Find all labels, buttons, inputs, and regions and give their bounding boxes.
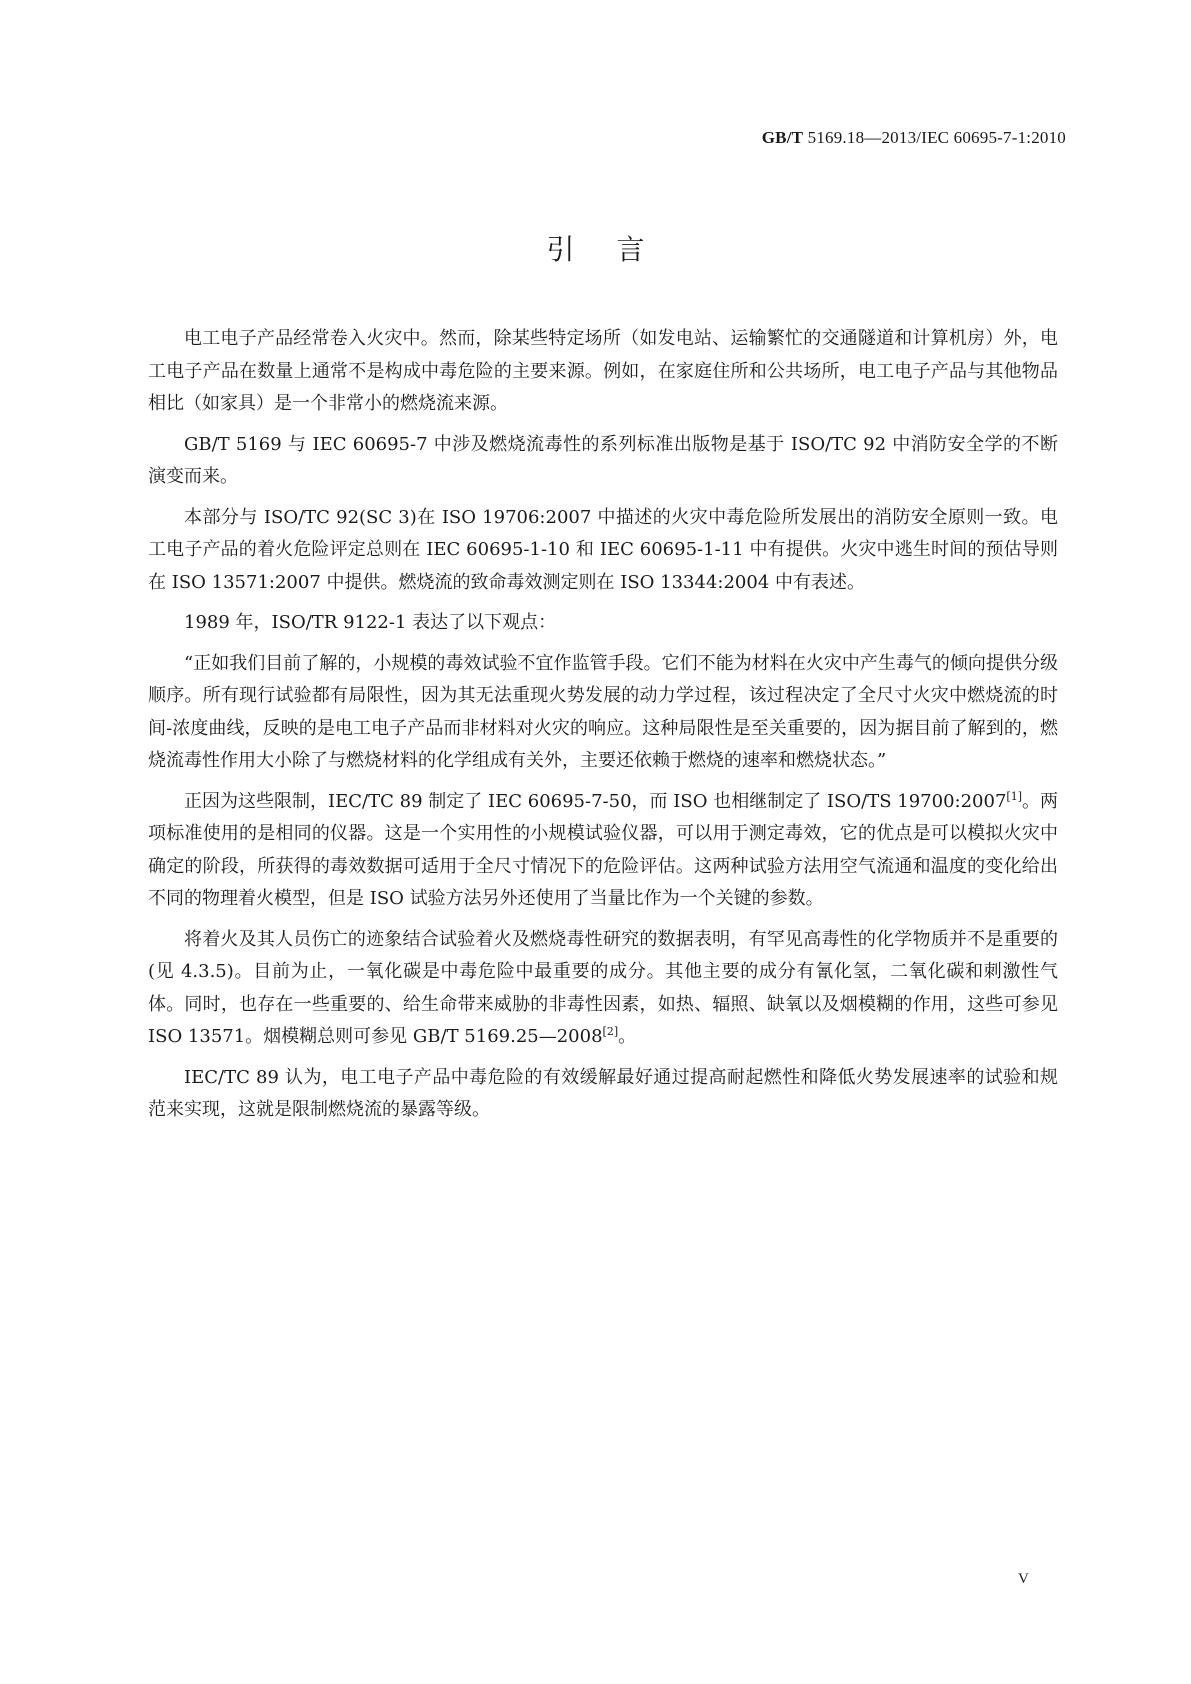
introduction-body bbox=[148, 323, 1058, 1135]
paragraph-8: IEC/TC 89 认为，电工电子产品中毒危险的有效缓解最好通过提高耐起燃性和降低火势发展速率的试验和规范来实现，这就是限制燃烧流的暴露等级。 bbox=[148, 1066, 1058, 1120]
paragraph-5-quote: “正如我们目前了解的，小规模的毒效试验不宜作监管手段。它们不能为材料在火灾中产生毒气的倾向提供分级顺序。所有现行试验都有局限性，因为其无法重现火势发展的动力学过程，该过程决定了全尺寸火灾中燃烧流的时间-浓度曲线，反映的是电工电子产品而非材料对火灾的响应。这种局限性是至关重要的，因为据目前了解到的，燃烧流毒性作用大小除了与燃烧材料的化学组成有关外，主要还依赖于燃烧的速率和燃烧状态。” bbox=[148, 652, 1058, 771]
reference-2-link[interactable]: [2] bbox=[602, 1025, 619, 1038]
standard-code-rest: 5169.18—2013/IEC 60695-7-1:2010 bbox=[803, 128, 1066, 147]
paragraph-6 bbox=[148, 786, 1058, 916]
paragraph-3: 本部分与 ISO/TC 92(SC 3)在 ISO 19706:2007 中描述的火灾中毒危险所发展出的消防安全原则一致。电工电子产品的着火危险评定总则在 IEC 60695-1-10 和 IEC 60695-1-11 中有提供。火灾中逃生时间的预估导则在 ISO 13571:2007 中提供。燃烧流的致命毒效测定则在 ISO 13344:2004 中有表述。 bbox=[148, 506, 1058, 593]
paragraph-2: GB/T 5169 与 IEC 60695-7 中涉及燃烧流毒性的系列标准出版物是基于 ISO/TC 92 中消防安全学的不断演变而来。 bbox=[148, 433, 1058, 487]
paragraph-7-text-b: 。 bbox=[618, 1026, 637, 1047]
paragraph-4: 1989 年，ISO/TR 9122-1 表达了以下观点： bbox=[184, 612, 557, 633]
standard-code-prefix: GB/T bbox=[761, 128, 804, 147]
reference-1-link[interactable]: [1] bbox=[1006, 789, 1022, 803]
page-title: 引言 bbox=[546, 233, 687, 266]
paragraph-6-text-a: 正因为这些限制，IEC/TC 89 制定了 IEC 60695-7-50，而 ISO 也相继制定了 ISO/TS 19700:2007 bbox=[184, 790, 1007, 812]
standard-number-header bbox=[762, 128, 1066, 148]
paragraph-7 bbox=[148, 924, 1058, 1054]
page-number: V bbox=[1018, 1571, 1029, 1587]
paragraph-1: 电工电子产品经常卷入火灾中。然而，除某些特定场所（如发电站、运输繁忙的交通隧道和计算机房）外，电工电子产品在数量上通常不是构成中毒危险的主要来源。例如，在家庭住所和公共场所，电工电子产品与其他物品相比（如家具）是一个非常小的燃烧流来源。 bbox=[148, 328, 1058, 414]
paragraph-6-text-b: 。两项标准使用的是相同的仪器。这是一个实用性的小规模试验仪器，可以用于测定毒效，它的优点是可以模拟火灾中确定的阶段，所获得的毒效数据可适用于全尺寸情况下的危险评估。这两种试验方法用空气流通和温度的变化给出不同的物理着火模型，但是 ISO 试验方法另外还使用了当量比作为一个关键的参数。 bbox=[148, 790, 1059, 909]
paragraph-7-text-a: 将着火及其人员伤亡的迹象结合试验着火及燃烧毒性研究的数据表明，有罕见高毒性的化学物质并不是重要的(见 4.3.5)。目前为止，一氧化碳是中毒危险中最重要的成分。其他主要的成分有氰化氢，二氧化碳和刺激性气体。同时，也存在一些重要的、给生命带来威胁的非毒性因素，如热、辐照、缺氧以及烟模糊的作用，这些可参见 ISO 13571。烟模糊总则可参见 GB/T 5169.25—2008 bbox=[148, 928, 1058, 1047]
